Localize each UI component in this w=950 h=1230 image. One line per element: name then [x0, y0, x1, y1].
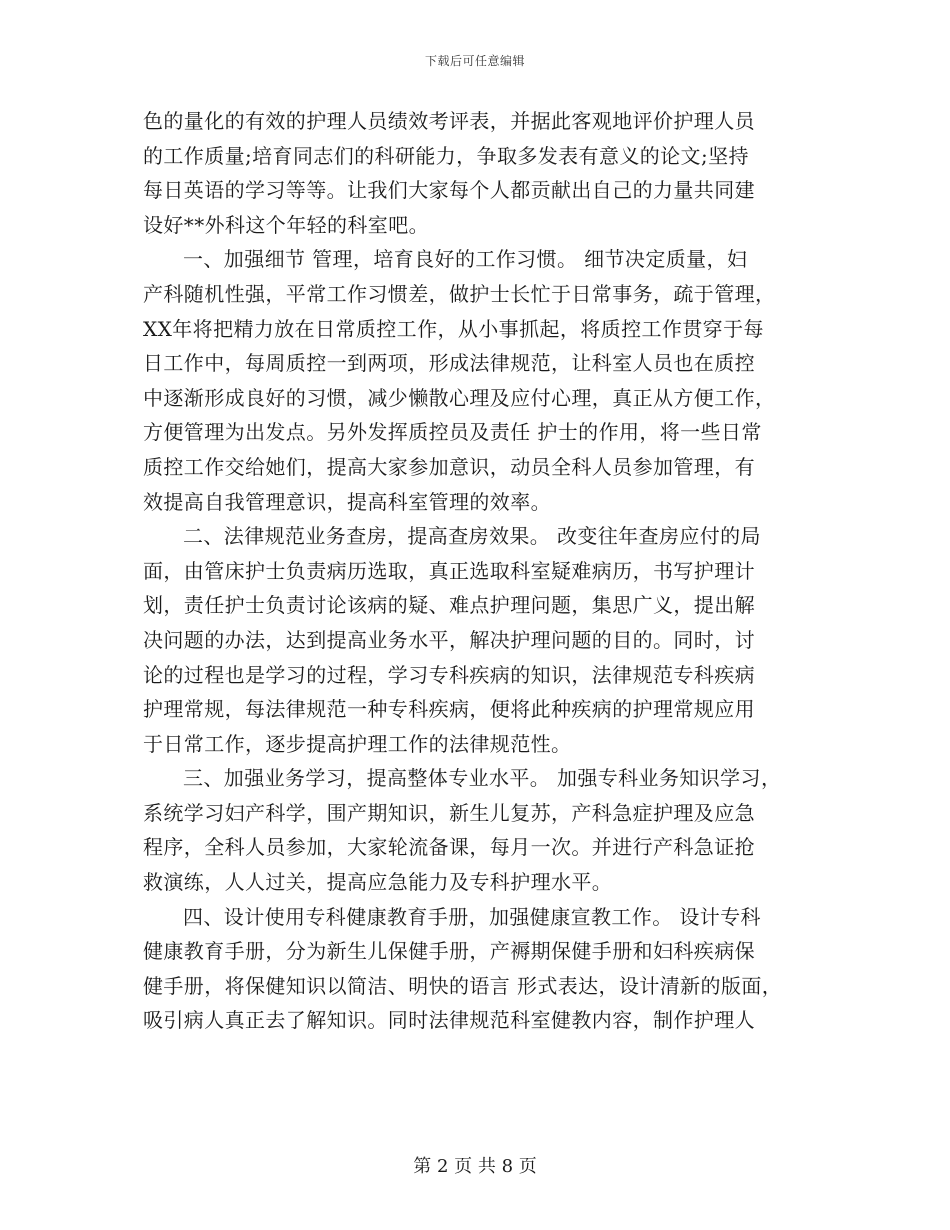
body-line: 产科随机性强，平常工作习惯差，做护士长忙于日常事务，疏于管理，: [143, 281, 776, 306]
body-line: 方便管理为出发点。另外发挥质控员及责任 护士的作用，将一些日常: [143, 420, 762, 445]
body-line: 健康教育手册，分为新生儿保健手册，产褥期保健手册和妇科疾病保: [143, 939, 755, 964]
body-line: 中逐渐形成良好的习惯，减少懒散心理及应付心理，真正从方便工作，: [143, 385, 776, 410]
body-line: XX年将把精力放在日常质控工作，从小事抓起，将质控工作贯穿于每: [143, 316, 764, 341]
body-line: 设好**外科这个年轻的科室吧。: [143, 212, 429, 237]
page-header: 下载后可任意编辑: [424, 54, 525, 68]
body-line: 论的过程也是学习的过程，学习专科疾病的知识，法律规范专科疾病: [143, 662, 755, 687]
body-line: 的工作质量;培育同志们的科研能力，争取多发表有意义的论文;坚持: [143, 143, 749, 168]
body-line: 面，由管床护士负责病历选取，真正选取科室疑难病历，书写护理计: [143, 558, 755, 583]
body-line: 质控工作交给她们，提高大家参加意识，动员全科人员参加管理，有: [143, 454, 755, 479]
body-line: 日工作中，每周质控一到两项，形成法律规范，让科室人员也在质控: [143, 351, 755, 376]
body-line: 吸引病人真正去了解知识。同时法律规范科室健教内容，制作护理人: [143, 1008, 755, 1033]
body-line: 决问题的办法，达到提高业务水平，解决护理问题的目的。同时，讨: [143, 627, 755, 652]
body-line: 程序，全科人员参加，大家轮流备课，每月一次。并进行产科急证抢: [143, 835, 755, 860]
body-line: 效提高自我管理意识，提高科室管理的效率。: [143, 489, 551, 514]
body-line: 二、法律规范业务查房，提高查房效果。 改变往年查房应付的局: [183, 524, 761, 549]
body-line: 于日常工作，逐步提高护理工作的法律规范性。: [143, 731, 572, 756]
body-line: 护理常规，每法律规范一种专科疾病，便将此种疾病的护理常规应用: [143, 697, 755, 722]
body-line: 救演练，人人过关，提高应急能力及专科护理水平。: [143, 870, 613, 895]
body-line: 三、加强业务学习，提高整体专业水平。 加强专科业务知识学习，: [183, 766, 782, 791]
body-line: 四、设计使用专科健康教育手册，加强健康宣教工作。 设计专科: [183, 904, 761, 929]
body-line: 色的量化的有效的护理人员绩效考评表，并据此客观地评价护理人员: [143, 109, 755, 133]
body-line: 划，责任护士负责讨论该病的疑、难点护理问题，集思广义，提出解: [143, 593, 755, 618]
document-body: [143, 104, 823, 1038]
body-line: 健手册，将保健知识以简洁、明快的语言 形式表达，设计清新的版面，: [143, 973, 783, 998]
page-footer: 第 2 页 共 8 页: [413, 1156, 537, 1177]
body-line: 系统学习妇产科学，围产期知识，新生儿复苏，产科急症护理及应急: [143, 800, 755, 825]
body-line: 每日英语的学习等等。让我们大家每个人都贡献出自己的力量共同建: [143, 178, 755, 203]
body-line: 一、加强细节 管理，培育良好的工作习惯。 细节决定质量，妇: [183, 247, 748, 272]
